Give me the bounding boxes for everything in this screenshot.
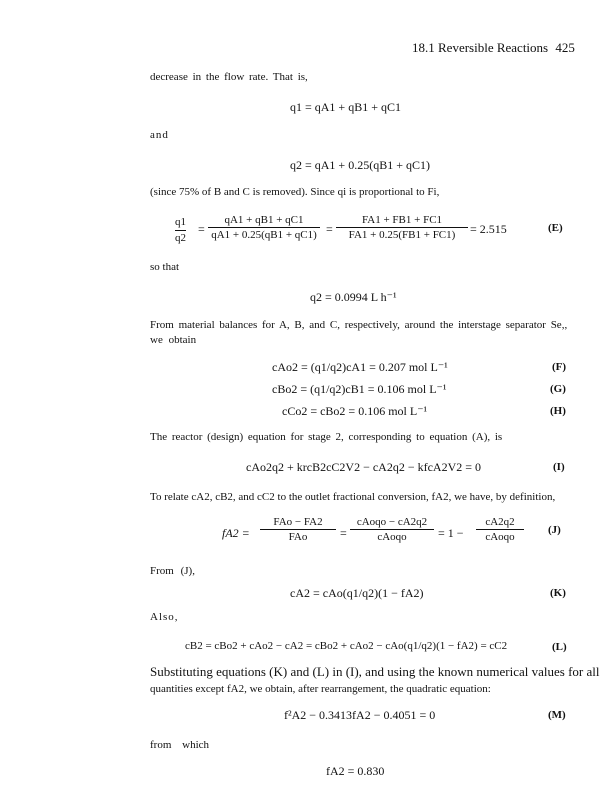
word-and: and bbox=[150, 129, 169, 141]
equation-q2-value: q2 = 0.0994 L h⁻¹ bbox=[310, 290, 397, 304]
paragraph-material-balance-2: we obtain bbox=[150, 334, 197, 346]
eqJ-tag: (J) bbox=[548, 524, 561, 536]
paragraph-to-relate: To relate cA2, cB2, and cC2 to the outlet fractional conversion, fA2, we have, by definition, bbox=[150, 491, 556, 503]
eqJ-frac-2: cAoqo − cA2q2 cAoqo bbox=[350, 516, 434, 543]
equation-q1: q1 = qA1 + qB1 + qC1 bbox=[290, 100, 401, 114]
paragraph-reactor-design: The reactor (design) equation for stage 2, corresponding to equation (A), is bbox=[150, 431, 503, 443]
eqM-tag: (M) bbox=[548, 709, 566, 721]
paragraph-substituting-1: Substituting equations (K) and (L) in (I), and using the known numerical values for all bbox=[150, 664, 600, 679]
eqF-tag: (F) bbox=[552, 361, 567, 373]
eqI-tag: (I) bbox=[553, 461, 565, 473]
eqE-mid-fraction: $\frac{qA1 + qB1 + qC1}{qA1 + 0.25(qB1 + qC1)}$ bbox=[208, 214, 320, 241]
equation-M: f²A2 − 0.3413fA2 − 0.4051 = 0 bbox=[284, 708, 436, 722]
paragraph-since-75: (since 75% of B and C is removed). Since qi is proportional to Fi, bbox=[150, 186, 440, 198]
equation-I: cAo2q2 + krcB2cC2V2 − cA2q2 − kfcA2V2 = 0 bbox=[246, 460, 482, 474]
eqK-tag: (K) bbox=[550, 587, 566, 599]
paragraph-flow-rate: decrease in the flow rate. That is, bbox=[150, 71, 308, 83]
eqH-tag: (H) bbox=[550, 405, 566, 417]
eqE-result: = 2.515 bbox=[470, 222, 507, 236]
also: Also, bbox=[150, 611, 179, 623]
equation-H: cCo2 = cBo2 = 0.106 mol L⁻¹ bbox=[282, 404, 428, 418]
equation-final: fA2 = 0.830 bbox=[326, 764, 385, 778]
eqE-lhs: q1 q2 bbox=[175, 216, 186, 244]
eqE-tag: (E) bbox=[548, 222, 563, 234]
eqE-rhs-fraction: $\frac{FA1 + FB1 + FC1}{FA1 + 0.25(FB1 + FC1)}$ bbox=[336, 214, 468, 241]
equation-q2: q2 = qA1 + 0.25(qB1 + qC1) bbox=[290, 158, 430, 172]
running-header bbox=[412, 40, 575, 56]
eqL-tag: (L) bbox=[552, 641, 567, 653]
eqJ-frac-1: FAo − FA2 FAo bbox=[260, 516, 336, 543]
equation-F: cAo2 = (q1/q2)cA1 = 0.207 mol L⁻¹ bbox=[272, 360, 448, 374]
paragraph-material-balance-1: From material balances for A, B, and C, respectively, around the interstage separator Se,, bbox=[150, 319, 568, 331]
eqJ-mid: = 1 − bbox=[438, 526, 464, 540]
section-title: 18.1 Reversible Reactions bbox=[412, 40, 549, 55]
equation-K: cA2 = cAo(q1/q2)(1 − fA2) bbox=[290, 586, 424, 600]
page-number: 425 bbox=[555, 40, 575, 55]
equation-L: cB2 = cBo2 + cAo2 − cA2 = cBo2 + cAo2 − cAo(q1/q2)(1 − fA2) = cC2 bbox=[185, 640, 508, 652]
from-J: From (J), bbox=[150, 565, 195, 577]
from-which: from which bbox=[150, 739, 210, 751]
eqJ-lhs: fA2 = bbox=[222, 526, 250, 540]
equation-G: cBo2 = (q1/q2)cB1 = 0.106 mol L⁻¹ bbox=[272, 382, 447, 396]
eqJ-frac-3: cA2q2 cAoqo bbox=[476, 516, 524, 543]
paragraph-substituting-2: quantities except fA2, we obtain, after rearrangement, the quadratic equation: bbox=[150, 683, 491, 695]
eqG-tag: (G) bbox=[550, 383, 566, 395]
so-that: so that bbox=[150, 261, 180, 273]
